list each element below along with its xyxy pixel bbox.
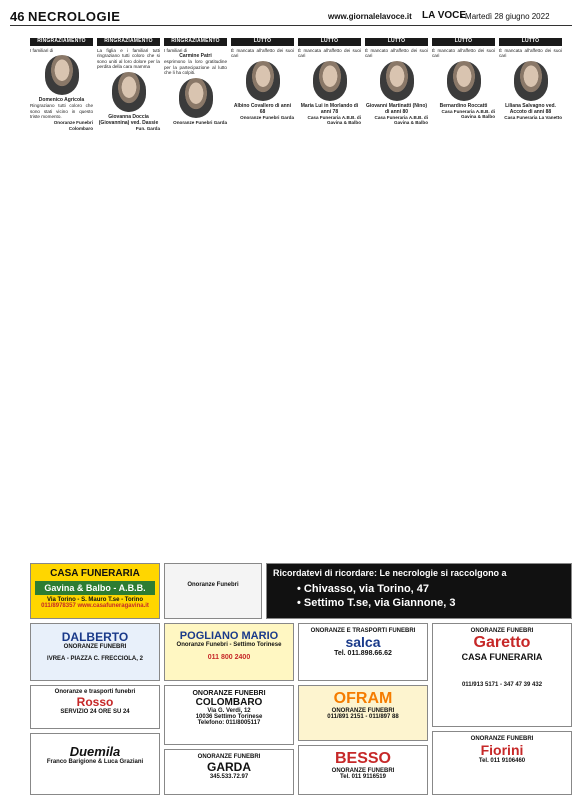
obit-bar: RINGRAZIAMENTO bbox=[30, 38, 93, 46]
ad-subtitle: ONORANZE FUNEBRI bbox=[331, 768, 395, 774]
obit-text: I familiari di bbox=[30, 47, 54, 53]
obit-signature: Casa Funeraria A.B.B. di Gavina & Balbo bbox=[307, 114, 361, 126]
ad-subtitle: Gavina & Balbo - A.B.B. bbox=[35, 581, 155, 595]
portrait-photo bbox=[246, 61, 280, 101]
ad-garetto[interactable] bbox=[432, 623, 572, 727]
ad-phone: Telefono: 011/8005117 bbox=[197, 720, 261, 726]
ad-pogliano[interactable] bbox=[164, 623, 294, 681]
obituary bbox=[30, 38, 93, 131]
obit-signature: Onoranze Funebri Garda bbox=[240, 114, 294, 120]
obit-column-7 bbox=[432, 38, 495, 558]
announcement-box bbox=[266, 563, 572, 619]
ad-colombaro[interactable] bbox=[164, 685, 294, 745]
ad-salca[interactable] bbox=[298, 623, 428, 681]
portrait-photo bbox=[179, 78, 213, 118]
ad-title: DALBERTO bbox=[61, 630, 129, 644]
obit-column-2 bbox=[97, 38, 160, 558]
ad-rosso[interactable] bbox=[30, 685, 160, 729]
obit-text-2: esprimono la loro gratitudine per la partecipazione al lutto che li ha colpiti. bbox=[164, 59, 227, 76]
portrait-photo bbox=[112, 72, 146, 112]
ad-subtitle: Garetto bbox=[473, 634, 531, 651]
obit-name: Albino Covallero di anni 68 bbox=[233, 102, 292, 115]
page-header bbox=[10, 8, 572, 26]
ad-title: BESSO bbox=[334, 750, 391, 767]
ad-fiorini[interactable] bbox=[432, 731, 572, 795]
portrait-photo bbox=[447, 61, 481, 101]
obit-bar: LUTTO bbox=[432, 38, 495, 46]
ad-besso[interactable] bbox=[298, 745, 428, 795]
ad-subtitle: Onoranze Funebri - Settimo Torinese bbox=[176, 642, 282, 648]
obit-column-8 bbox=[499, 38, 562, 558]
ad-subtitle: Rosso bbox=[76, 695, 114, 709]
section-title: NECROLOGIE bbox=[28, 9, 121, 24]
obit-text: È mancata all'affetto dei suoi cari bbox=[298, 47, 361, 59]
ad-phone: Tel. 011 9116519 bbox=[340, 774, 386, 780]
obit-bar: RINGRAZIAMENTO bbox=[97, 38, 160, 46]
obit-column-5 bbox=[298, 38, 361, 558]
ad-address: Via G. Verdi, 12 bbox=[207, 708, 251, 714]
obituary bbox=[432, 38, 495, 120]
ad-title: ONORANZE FUNEBRI bbox=[192, 690, 266, 697]
ad-title: Duemila bbox=[69, 744, 121, 759]
obit-name: Domenico Agricola bbox=[38, 97, 85, 104]
obituary bbox=[164, 38, 227, 126]
ad-title: OFRAM bbox=[333, 690, 393, 707]
ad-phone: 345.533.72.97 bbox=[209, 774, 249, 780]
obituary bbox=[231, 38, 294, 120]
obit-name: Giovanna Doccia (Giovannina) ved. Dassie bbox=[98, 113, 159, 126]
obituary bbox=[97, 38, 160, 132]
ad-address: IVREA - PIAZZA C. FRECCIOLA, 2 bbox=[47, 656, 143, 662]
ad-title: Onoranze e trasporti funebri bbox=[54, 689, 136, 695]
ad-phone: 011/8978357 www.casafuneragavina.it bbox=[41, 603, 149, 609]
obit-signature: Casa Funeraria A.B.B. di Gavina & Balbo bbox=[374, 114, 428, 126]
issue-date: • Martedì 28 giugno 2022 bbox=[460, 12, 550, 21]
ad-title: Fiorini bbox=[480, 742, 524, 758]
portrait-photo bbox=[380, 61, 414, 101]
obit-signature: Casa Funeraria La Vanetto bbox=[504, 114, 562, 120]
obit-text: È mancato all'affetto dei suoi cari bbox=[365, 47, 428, 59]
obit-column-3 bbox=[164, 38, 227, 558]
paper-name: LA VOCE bbox=[422, 10, 467, 21]
obit-bar: LUTTO bbox=[231, 38, 294, 46]
ad-title: ONORANZE FUNEBRI bbox=[197, 754, 261, 760]
ad-title: Onoranze Funebri bbox=[187, 582, 239, 588]
obit-bar: RINGRAZIAMENTO bbox=[164, 38, 227, 46]
ad-subtitle: COLOMBARO bbox=[195, 697, 263, 708]
obit-name: Bernardino Roccatti bbox=[439, 102, 488, 109]
obit-name: Liliana Salvagno ved. Accoto di anni 88 bbox=[505, 102, 556, 115]
portrait-photo bbox=[514, 61, 548, 101]
ad-duemila[interactable] bbox=[30, 733, 160, 795]
obit-column-6 bbox=[365, 38, 428, 558]
ad-subtitle: salca bbox=[345, 634, 381, 650]
announcement-title: Ricordatevi di ricordare: Le necrologie si raccolgono a bbox=[273, 568, 507, 578]
obituary bbox=[365, 38, 428, 126]
ad-phone: Tel. 011.898.66.62 bbox=[334, 650, 392, 657]
obit-text: La figlia e i familiari tutti ringraziano tutti coloro che si sono uniti al loro dolore per la perdita della cara mamma bbox=[97, 47, 160, 70]
obit-text: È mancata all'affetto dei suoi cari bbox=[499, 47, 562, 59]
obituary bbox=[298, 38, 361, 126]
ad-gavina-balbo[interactable] bbox=[30, 563, 160, 619]
obit-text: È mancato all'affetto dei suoi cari bbox=[432, 47, 495, 59]
page-number: 46 bbox=[10, 9, 25, 24]
portrait-photo bbox=[313, 61, 347, 101]
obit-column-1 bbox=[30, 38, 93, 558]
ad-title: POGLIANO MARIO bbox=[179, 630, 279, 642]
obit-signature: Fun. Garda bbox=[135, 125, 160, 131]
ad-subtitle: ONORANZE FUNEBRI bbox=[63, 644, 127, 650]
obit-name: Carmine Patri bbox=[179, 53, 212, 60]
ad-phone: 011/891 2151 - 011/897 88 bbox=[327, 714, 399, 720]
obituary bbox=[499, 38, 562, 120]
ad-address-2: 10036 Settimo Torinese bbox=[195, 714, 263, 720]
obit-text-2: Ringraziano tutti coloro che sono stati vicino in questo triste momento. bbox=[30, 103, 93, 120]
portrait-photo bbox=[45, 55, 79, 95]
ad-subtitle: Franco Barigione & Luca Graziani bbox=[46, 759, 144, 765]
ad-phone: 011 800 2400 bbox=[207, 654, 251, 661]
ad-phone: Tel. 011 9106460 bbox=[478, 758, 526, 764]
obit-text: I familiari di bbox=[164, 47, 188, 53]
announcement-line-1: • Chivasso, via Torino, 47 bbox=[297, 583, 430, 595]
ad-subtitle-2: CASA FUNERARIA bbox=[461, 652, 543, 662]
ad-garda[interactable] bbox=[164, 749, 294, 795]
ad-subtitle: ONORANZE FUNEBRI bbox=[470, 736, 534, 742]
ad-small-logo[interactable] bbox=[164, 563, 262, 619]
ad-phone: 011/913 5171 - 347 47 39 432 bbox=[461, 682, 543, 688]
ad-note: SERVIZIO 24 ORE SU 24 bbox=[60, 709, 130, 715]
obit-text: È mancata all'affetto dei suoi cari bbox=[231, 47, 294, 59]
obit-signature: Onoranze Funebri Garda bbox=[173, 119, 227, 125]
ad-subtitle: ONORANZE FUNEBRI bbox=[331, 708, 395, 714]
ad-title: ONORANZE FUNEBRI bbox=[470, 628, 534, 634]
obit-bar: LUTTO bbox=[365, 38, 428, 46]
obit-name: Giovanni Martinatti (Nino) di anni 80 bbox=[365, 102, 428, 115]
ad-ofram[interactable] bbox=[298, 685, 428, 741]
ad-subtitle: GARDA bbox=[207, 760, 251, 774]
obit-name: Maria Lui in Morlando di anni 78 bbox=[300, 102, 359, 115]
ad-title: ONORANZE E TRASPORTI FUNEBRI bbox=[310, 628, 416, 634]
obit-column-4 bbox=[231, 38, 294, 558]
obit-bar: LUTTO bbox=[298, 38, 361, 46]
ad-address: Via Torino - S. Mauro T.se - Torino bbox=[46, 597, 143, 603]
ad-dalberto[interactable] bbox=[30, 623, 160, 681]
ad-title: CASA FUNERARIA bbox=[50, 568, 140, 579]
announcement-line-2: • Settimo T.se, via Giannone, 3 bbox=[297, 597, 456, 609]
obit-signature: Onoranze Funebri Colombaro bbox=[53, 119, 93, 131]
obit-signature: Casa Funeraria A.B.B. di Gavina & Balbo bbox=[441, 108, 495, 120]
site-url[interactable]: www.giornalelavoce.it bbox=[328, 12, 412, 21]
obit-bar: LUTTO bbox=[499, 38, 562, 46]
